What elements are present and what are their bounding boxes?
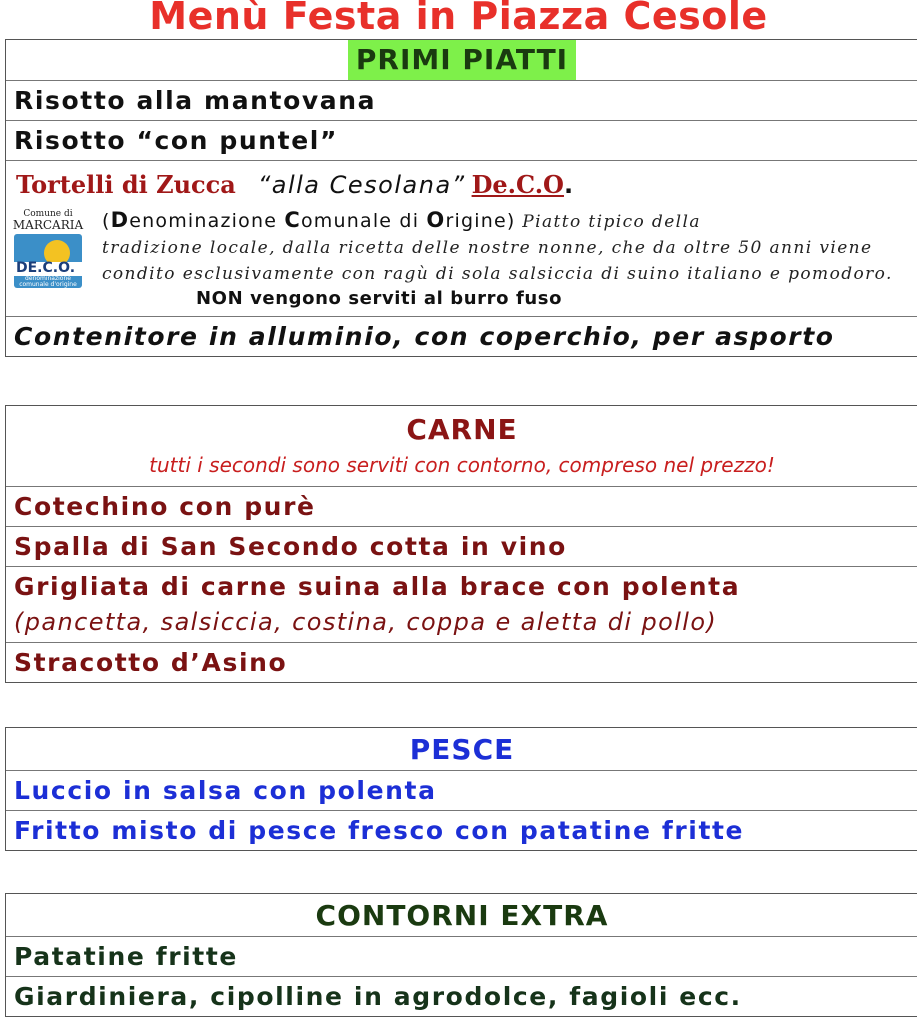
menu-item-grigliata — [6, 566, 917, 642]
tortelli-style: “alla Cesolana” — [257, 171, 466, 199]
menu-title: Menù Festa in Piazza Cesole — [149, 0, 768, 38]
section-pesce — [5, 727, 917, 851]
deco-acronym-expansion: (Denominazione Comunale di Origine) — [102, 208, 516, 232]
deco-badge: De.C.O — [471, 170, 564, 199]
section-header-pesce: PESCE — [409, 733, 515, 766]
menu-item-tortelli — [6, 160, 917, 316]
logo-line1: Comune di — [23, 209, 73, 219]
deco-desc-line3: condito esclusivamente con ragù di sola salsiccia di suino italiano e pomodoro. — [102, 264, 893, 284]
menu-item-fritto-misto: Fritto misto di pesce fresco con patatine fritte — [6, 810, 917, 850]
carne-note: tutti i secondi sono serviti con contorno, compreso nel prezzo! — [149, 453, 775, 477]
section-header-carne: CARNE — [406, 413, 518, 446]
logo-sub: denominazione comunale d'origine — [19, 275, 77, 288]
grigliata-title: Grigliata di carne suina alla brace con polenta — [14, 572, 741, 601]
deco-emblem-icon — [14, 234, 82, 288]
deco-logo — [12, 209, 84, 289]
logo-mark: DE.C.O. — [16, 260, 76, 276]
menu-item-cotechino: Cotechino con purè — [6, 486, 917, 526]
section-header-primi — [6, 40, 917, 80]
section-primi-piatti — [5, 39, 917, 357]
grigliata-detail: (pancetta, salsiccia, costina, coppa e aletta di pollo) — [14, 608, 718, 636]
section-carne — [5, 405, 917, 683]
container-note: Contenitore in alluminio, con coperchio, per asporto — [6, 316, 917, 356]
primi-header-label: PRIMI PIATTI — [348, 40, 576, 80]
deco-note: NON vengono serviti al burro fuso — [196, 288, 563, 309]
section-header-contorni: CONTORNI EXTRA — [315, 899, 609, 932]
deco-desc-line1: Piatto tipico della — [515, 212, 701, 232]
logo-line2: MARCARIA — [12, 218, 84, 232]
section-contorni-extra — [5, 893, 917, 1017]
menu-item-giardiniera: Giardiniera, cipolline in agrodolce, fagioli ecc. — [6, 976, 917, 1016]
menu-item-risotto-mantovana: Risotto alla mantovana — [6, 80, 917, 120]
deco-description — [102, 207, 917, 287]
tortelli-title — [16, 167, 573, 203]
menu-item-luccio: Luccio in salsa con polenta — [6, 770, 917, 810]
menu-item-stracotto: Stracotto d’Asino — [6, 642, 917, 682]
deco-desc-line2: tradizione locale, dalla ricetta delle nostre nonne, che da oltre 50 anni viene — [102, 238, 873, 258]
tortelli-name: Tortelli di Zucca — [16, 170, 236, 199]
menu-item-risotto-puntel: Risotto “con puntel” — [6, 120, 917, 160]
menu-item-patatine: Patatine fritte — [6, 936, 917, 976]
deco-dot: . — [563, 171, 574, 199]
menu-item-spalla: Spalla di San Secondo cotta in vino — [6, 526, 917, 566]
